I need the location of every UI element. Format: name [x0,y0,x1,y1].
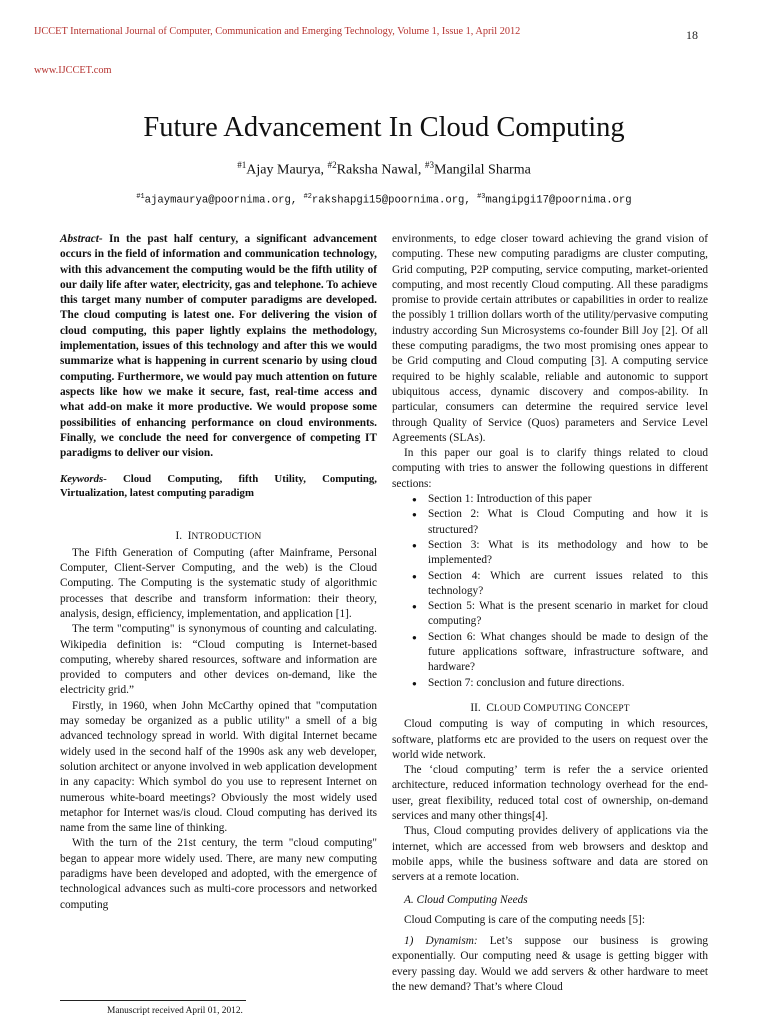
paper-title: Future Advancement In Cloud Computing [143,112,625,143]
item-label: 1) Dynamism: [404,935,478,948]
author-emails [0,193,768,207]
heading-rest: ONCEPT [592,703,630,714]
email-address: rakshapgi15@poornima.org, [311,194,478,207]
email-address: ajaymaurya@poornima.org, [144,194,304,207]
journal-website: www.IJCCET.com [34,65,112,76]
email-mark: #2 [303,193,312,201]
section-numeral: I. [175,530,183,543]
left-column [60,232,377,913]
body-paragraph: The term "computing" is synonymous of counting and calculating. Wikipedia definition is: “Cloud computing is Internet-based computing, whereby shared resources, software and information are provided to computers and other devices on-demand, like the electricity grid.” [60,623,377,697]
body-paragraph: Thus, Cloud computing provides delivery of applications via the internet, which are accessed from web browsers and desktop and mobile apps, while the business software and data are stored on servers at a remote location. [392,825,708,884]
keywords-text: Cloud Computing, fifth Utility, Computing, Virtualization, latest computing paradigm [60,473,377,500]
email-address: mangipgi17@poornima.org [485,194,632,207]
list-item: ● Section 6: What changes should be made to design of the future applications software, infrastructure software, and hardware? [412,630,708,676]
page-number: 18 [686,28,698,42]
journal-header: IJCCET International Journal of Computer, Communication and Emerging Technology, Volume 1, Issue 1, April 2012 [34,26,521,37]
body-paragraph: The Fifth Generation of Computing (after Mainframe, Personal Computer, Client-Server Computing, and the web) is the Cloud Computing. The Computing is the systematic study of algorithmic processes that describe and transform information: their theory, analysis, design, efficiency, implementation, and application [1]. [60,546,377,620]
body-paragraph: Firstly, in 1960, when John McCarthy opined that "computation may someday be organized as a public utility" a smell of a big advanced technology spread in world. With digital Internet became widely used in the second half of the 1990s ask any web developer, solution architect or anyone involved in web application development in any capacity: Which symbol do you use to represent Internet on numerous white-board meetings? Obviously the most widely used metaphor for Internet was/is cloud. Cloud computing has derived its name from the same line of thinking. [60,699,377,835]
list-item: ● Section 3: What is its methodology and how to be implemented? [412,538,708,569]
keywords-label: Keywords- [60,473,107,486]
item-text: Let’s suppose our business is growing exponentially. Our computing need & usage is getting bigger with every passing day. Would we add servers & other hardware to meet the new demand? That’s where Cloud [392,935,708,993]
heading-rest: OMPUTING [530,703,585,714]
heading-initial: I [187,530,192,543]
subsection-heading: A. Cloud Computing Needs [404,894,528,907]
author-name: Mangilal Sharma [434,162,531,178]
heading-rest: LOUD [493,703,524,714]
body-paragraph: The ‘cloud computing’ term is refer the a service oriented architecture, reduced information technology overhead for the end-user, great flexibility, reduced total cost of ownership, on-demand services and many other things[4]. [392,764,708,822]
body-paragraph: Cloud computing is way of computing in which resources, software, platforms etc are provided to the users on request over the world wide network. [392,718,708,761]
heading-initial: C [584,701,592,714]
body-paragraph: With the turn of the 21st century, the term "cloud computing" began to appear more widely used. There, are many new computing paradigms have been developed and adopted, with the emergence of technological advances such as multi-core processors and networked computing [60,837,377,911]
footnote: Manuscript received April 01, 2012. [107,1006,243,1016]
heading-rest: NTRODUCTION [191,532,262,543]
section-heading-introduction [60,529,377,545]
abstract-text: In the past half century, a significant advancement occurs in the field of information and communication technology, with this advancement the computing would be the fifth utility of our daily life after water, electricity, gas and telephone. To achieve this target many number of computer paradigms are developed. The cloud computing is latest one. For delivering the vision of cloud computing, this paper lightly explains the methodology, implementation, issues of this technology and after this we would summarize what is happening in current scenario by using cloud computing. Furthermore, we would pay much attention on future aspects like how we make it secure, fast, real-time access and what add-on make it more productive. We would propose some possibilities of enhancing performance on cloud environments. Finally, we conclude the need for convergence of competing IT paradigms to deliver our vision. [60,233,378,460]
body-paragraph: In this paper our goal is to clarify things related to cloud computing with tries to answer the following questions in different sections: [392,447,708,490]
section-heading-cloud-concept [392,701,708,717]
list-item: ● Section 5: What is the present scenario in market for cloud computing? [412,599,708,630]
list-item: ● Section 4: Which are current issues related to this technology? [412,569,708,600]
abstract-label: Abstract- [60,233,103,245]
list-item: ● Section 1: Introduction of this paper [412,492,708,507]
body-paragraph: environments, to edge closer toward achieving the grand vision of computing. These new computing paradigms are cluster computing, Grid computing, P2P computing, service computing, market-oriented computing, and most recently Cloud computing. All these paradigms promise to provide certain attributes or capabilities in order to realize the possibly 1 trillion dollars worth of the utility/pervasive computing industry according Sun Microsystems co-founder Bill Joy [2]. Of all these computing paradigms, the two most promising ones appear to be Grid computing and Cloud computing [3]. A computing service required to be highly scalable, reliable and autonomic to support ubiquitous access, dynamic discovery and compos-ability. In particular, consumers can determine the required service level through Quality of Service (Quos) parameters and Service Level Agreements (SLAs). [392,233,708,444]
body-paragraph: Cloud Computing is care of the computing needs [5]: [404,913,645,926]
author-mark: #1 [237,160,247,170]
email-mark: #1 [136,193,145,201]
author-mark: #2 [327,160,337,170]
abstract [60,232,377,461]
author-mark: #3 [424,160,434,170]
author-list [0,160,768,179]
heading-initial: C [523,701,531,714]
keywords [60,472,377,500]
section-list [392,492,708,691]
footnote-rule [60,1000,246,1001]
heading-initial: C [486,701,494,714]
list-item: ● Section 2: What is Cloud Computing and how it is structured? [412,507,708,538]
body-paragraph [392,934,708,995]
section-numeral: II. [470,701,481,714]
list-item: ● Section 7: conclusion and future directions. [412,676,708,691]
email-mark: #3 [477,193,486,201]
right-column [392,232,708,995]
author-name: Raksha Nawal, [336,162,425,178]
author-name: Ajay Maurya, [246,162,328,178]
